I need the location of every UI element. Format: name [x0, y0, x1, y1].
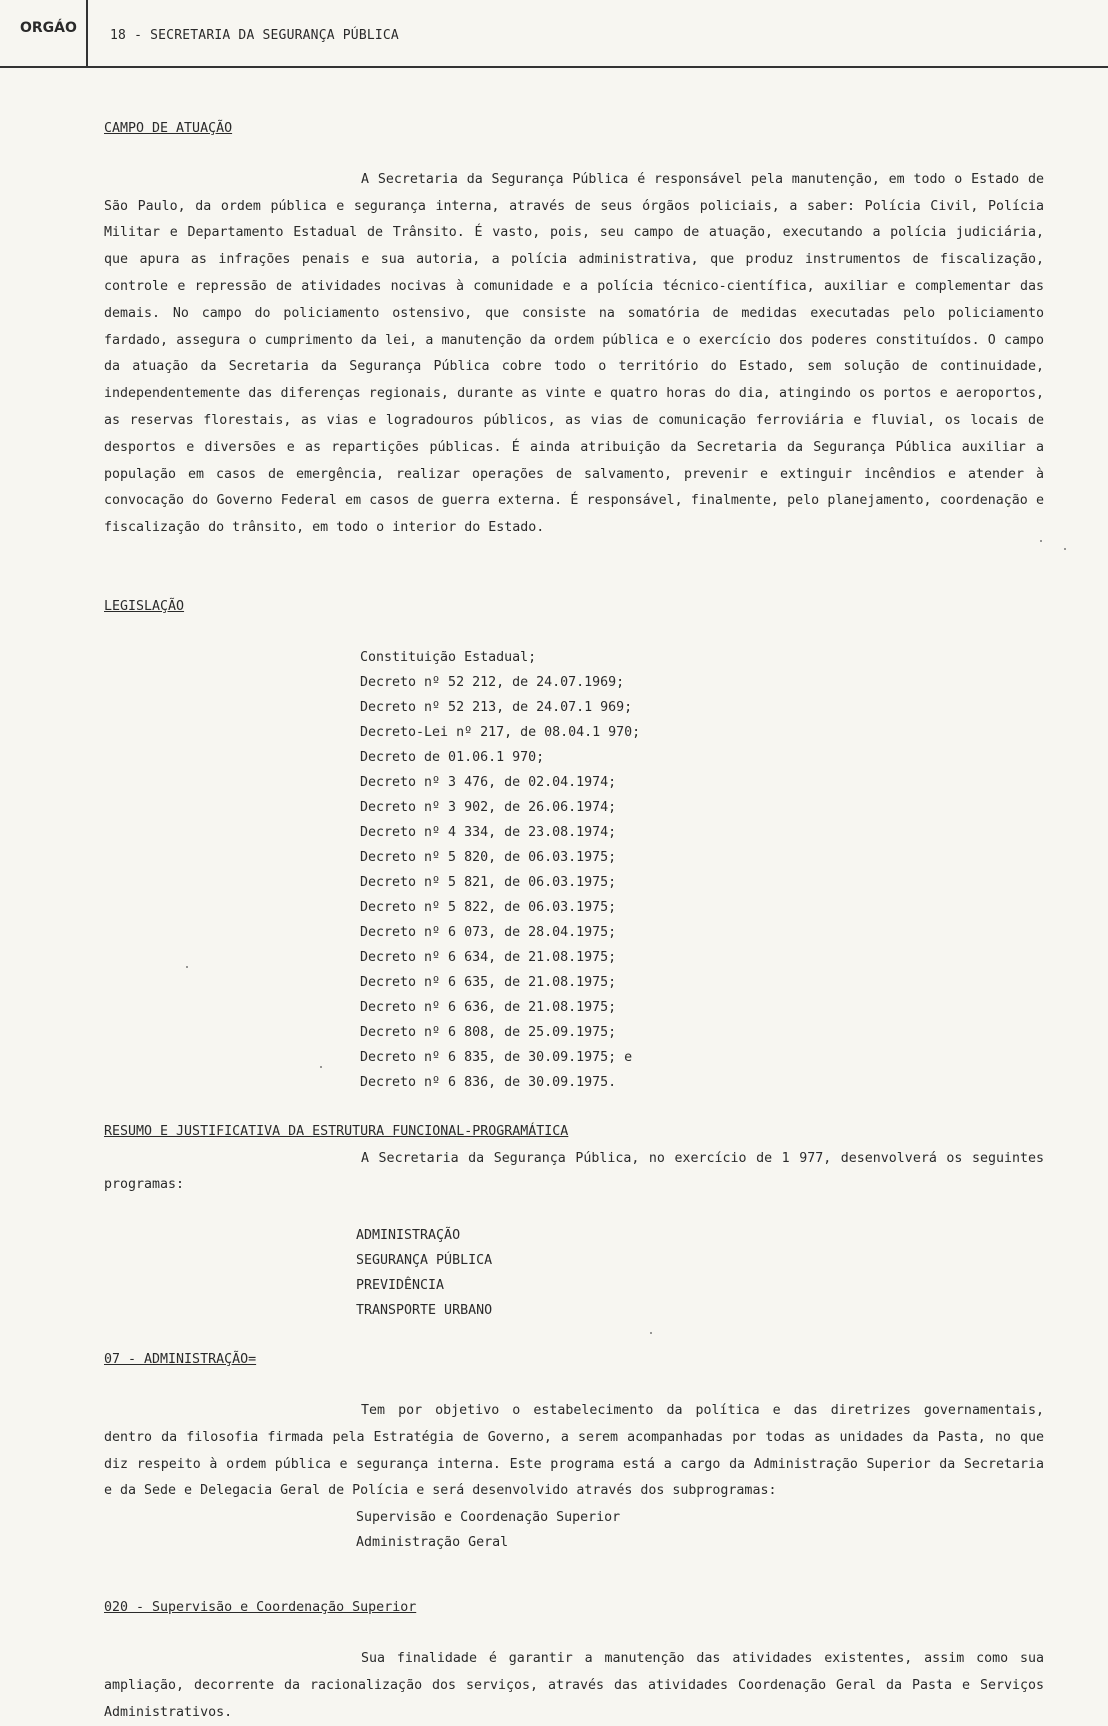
section-campo [104, 116, 1044, 542]
list-item: Decreto nº 5 820, de 06.03.1975; [360, 849, 617, 865]
list-item: Decreto nº 6 634, de 21.08.1975; [360, 949, 617, 965]
list-item: Decreto nº 52 213, de 24.07.1 969; [360, 699, 633, 715]
list-item: Decreto nº 6 808, de 25.09.1975; [360, 1024, 617, 1040]
list-item: TRANSPORTE URBANO [356, 1303, 493, 1319]
orgao-box [0, 0, 88, 66]
header-title: 18 - SECRETARIA DA SEGURANÇA PÚBLICA [110, 28, 399, 43]
list-item: SEGURANÇA PÚBLICA [356, 1253, 493, 1269]
list-item: Administração Geral [356, 1535, 509, 1551]
list-item: Constituição Estadual; [360, 649, 537, 665]
list-item: Decreto nº 5 821, de 06.03.1975; [360, 874, 617, 890]
list-item: Decreto nº 6 636, de 21.08.1975; [360, 999, 617, 1015]
list-item: Decreto nº 3 902, de 26.06.1974; [360, 799, 617, 815]
section-title-legislacao: LEGISLAÇÃO [104, 598, 185, 614]
subprogram-list [104, 1505, 1044, 1555]
section-title-campo: CAMPO DE ATUAÇÃO [104, 121, 233, 136]
scan-speck [1040, 540, 1042, 542]
list-item: PREVIDÊNCIA [356, 1278, 445, 1294]
list-item: Decreto-Lei nº 217, de 08.04.1 970; [360, 724, 641, 740]
list-item: Decreto nº 52 212, de 24.07.1969; [360, 674, 625, 690]
list-item: ADMINISTRAÇÃO [356, 1228, 461, 1244]
section-legislacao [104, 594, 1044, 1095]
list-item: Decreto nº 6 835, de 30.09.1975; e [360, 1049, 633, 1065]
section-resumo [104, 1119, 1044, 1323]
scan-speck [1064, 548, 1066, 550]
list-item: Decreto nº 6 635, de 21.08.1975; [360, 974, 617, 990]
section-title-supervisao: 020 - Supervisão e Coordenação Superior [104, 1600, 417, 1616]
list-item: Decreto nº 6 073, de 28.04.1975; [360, 924, 617, 940]
scan-speck [650, 1332, 652, 1334]
page-header [0, 0, 1108, 68]
paragraph-administracao: Tem por objetivo o estabelecimento da política e das diretrizes governamentais, dentro da filosofia firmada pela Estratégia de Governo, a serem acompanhadas por todas as unidades da Pasta, no que diz respeito à ordem pública e segurança interna. Este programa está a cargo da Administração Superior da Secretaria e da Sede e Delegacia Geral de Polícia e será desenvolvido através dos subprogramas: [104, 1402, 1044, 1499]
section-title-administracao: 07 - ADMINISTRAÇÃO= [104, 1352, 257, 1368]
section-supervisao [104, 1595, 1044, 1726]
section-title-resumo: RESUMO E JUSTIFICATIVA DA ESTRUTURA FUNCIONAL-PROGRAMÁTICA [104, 1123, 569, 1139]
section-administracao [104, 1347, 1044, 1555]
paragraph-campo: A Secretaria da Segurança Pública é responsável pela manutenção, em todo o Estado de São Paulo, da ordem pública e segurança interna, através de seus órgãos policiais, a saber: Polícia Civil, Polícia Militar e Departamento Estadual de Trânsito. É vasto, pois, seu campo de atuação, executando a polícia judiciária, que apura as infrações penais e sua autoria, a polícia administrativa, que produz instrumentos de fiscalização, controle e repressão de atividades nocivas à comunidade e a polícia técnico-científica, auxiliar e complementar das demais. No campo do policiamento ostensivo, que consiste na somatória de medidas executadas pelo policiamento fardado, assegura o cumprimento da lei, a manutenção da ordem pública e o exercício dos poderes constituídos. O campo da atuação da Secretaria da Segurança Pública cobre todo o território do Estado, sem solução de continuidade, independentemente das diferenças regionais, durante as vinte e quatro horas do dia, atingindo os portos e aeroportos, as reservas florestais, as vias e logradouros públicos, as vias de comunicação ferroviária e fluvial, os locais de desportos e diversões e as repartições públicas. É ainda atribuição da Secretaria da Segurança Pública auxiliar a população em casos de emergência, realizar operações de salvamento, prevenir e extinguir incêndios e atender à convocação do Governo Federal em casos de guerra externa. É responsável, finalmente, pelo planejamento, coordenação e fiscalização do trânsito, em todo o interior do Estado. [104, 171, 1044, 536]
paragraph-supervisao: Sua finalidade é garantir a manutenção das atividades existentes, assim como sua ampliação, decorrente da racionalização dos serviços, através das atividades Coordenação Geral da Pasta e Serviços Administrativos. [104, 1650, 1044, 1720]
list-item: Decreto nº 4 334, de 23.08.1974; [360, 824, 617, 840]
program-list [104, 1223, 1044, 1323]
list-item: Supervisão e Coordenação Superior [356, 1510, 621, 1526]
document-body [104, 116, 1044, 1726]
list-item: Decreto de 01.06.1 970; [360, 749, 545, 765]
list-item: Decreto nº 5 822, de 06.03.1975; [360, 899, 617, 915]
paragraph-resumo: A Secretaria da Segurança Pública, no exercício de 1 977, desenvolverá os seguintes programas: [104, 1150, 1044, 1193]
scan-speck [320, 1066, 322, 1068]
scan-speck [186, 966, 188, 968]
list-item: Decreto nº 3 476, de 02.04.1974; [360, 774, 617, 790]
legislation-list [104, 645, 1044, 1095]
list-item: Decreto nº 6 836, de 30.09.1975. [360, 1074, 617, 1090]
orgao-label: ORGÁO [20, 20, 77, 36]
